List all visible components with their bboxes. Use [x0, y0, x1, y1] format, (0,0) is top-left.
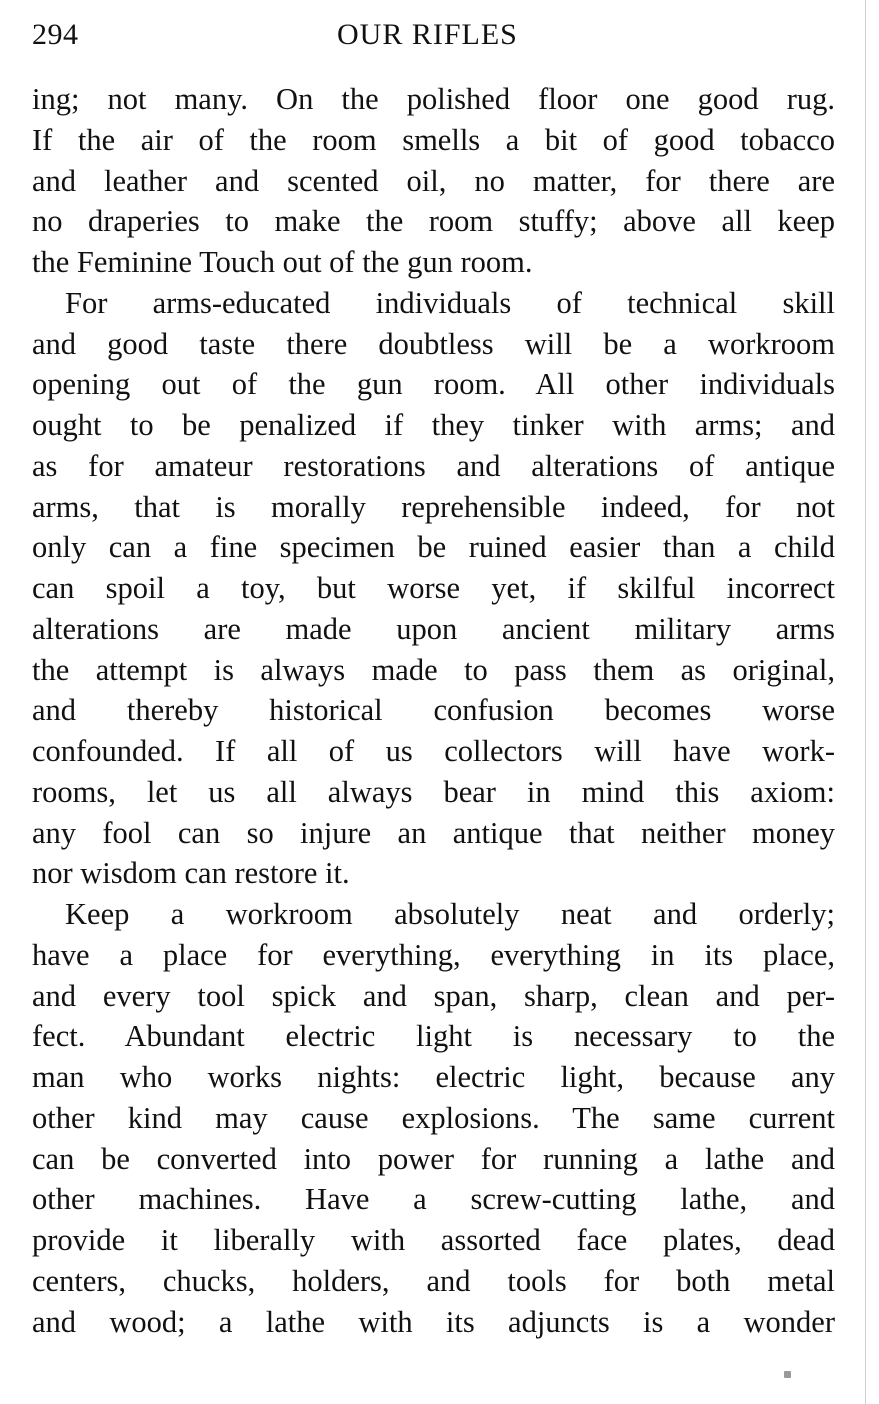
text-line: other kind may cause explosions. The same current	[32, 1100, 835, 1135]
text-line: fect. Abundant electric light is necessary to the	[32, 1019, 835, 1054]
text-line: man who works nights: electric light, because any	[32, 1060, 835, 1094]
page-edge-line	[865, 0, 866, 1404]
text-line: any fool can so injure an antique that neither money	[32, 815, 835, 850]
text-line: as for amateur restorations and alterations of antique	[32, 448, 835, 483]
text-line: ing; not many. On the polished floor one good rug.	[32, 82, 835, 116]
scan-speck	[784, 1371, 791, 1378]
text-line: nor wisdom can restore it.	[32, 856, 350, 891]
text-line: opening out of the gun room. All other individuals	[32, 367, 835, 402]
text-line: and every tool spick and span, sharp, clean and per-	[32, 978, 835, 1013]
text-line: ought to be penalized if they tinker with arms; and	[32, 408, 835, 442]
text-line: provide it liberally with assorted face plates, dead	[32, 1223, 835, 1257]
running-title: OUR RIFLES	[337, 18, 518, 51]
text-line: and leather and scented oil, no matter, for there are	[32, 163, 835, 198]
body-text	[32, 79, 835, 1342]
text-line: rooms, let us all always bear in mind this axiom:	[32, 774, 835, 809]
text-line: and wood; a lathe with its adjuncts is a wonder	[32, 1304, 835, 1339]
text-line: the attempt is always made to pass them as original,	[32, 652, 835, 687]
text-line: If the air of the room smells a bit of good tobacco	[32, 122, 835, 157]
text-line: Keep a workroom absolutely neat and orderly;	[65, 897, 835, 931]
text-line: can spoil a toy, but worse yet, if skilful incorrect	[32, 571, 835, 605]
text-line: arms, that is morally reprehensible indeed, for not	[32, 489, 835, 524]
text-line: have a place for everything, everything in its place,	[32, 937, 835, 972]
text-line: the Feminine Touch out of the gun room.	[32, 245, 533, 279]
text-line: other machines. Have a screw-cutting lathe, and	[32, 1182, 835, 1217]
page-number: 294	[32, 18, 79, 51]
text-line: can be converted into power for running a lathe and	[32, 1141, 835, 1176]
text-line: centers, chucks, holders, and tools for both metal	[32, 1263, 835, 1298]
text-line: and good taste there doubtless will be a workroom	[32, 326, 835, 361]
text-line: no draperies to make the room stuffy; above all keep	[32, 204, 835, 239]
page-header	[32, 16, 832, 56]
text-line: For arms-educated individuals of technical skill	[65, 285, 835, 320]
text-line: alterations are made upon ancient military arms	[32, 611, 835, 646]
text-line: confounded. If all of us collectors will have work-	[32, 734, 835, 768]
text-line: and thereby historical confusion becomes worse	[32, 693, 835, 728]
text-line: only can a fine specimen be ruined easier than a child	[32, 530, 835, 565]
